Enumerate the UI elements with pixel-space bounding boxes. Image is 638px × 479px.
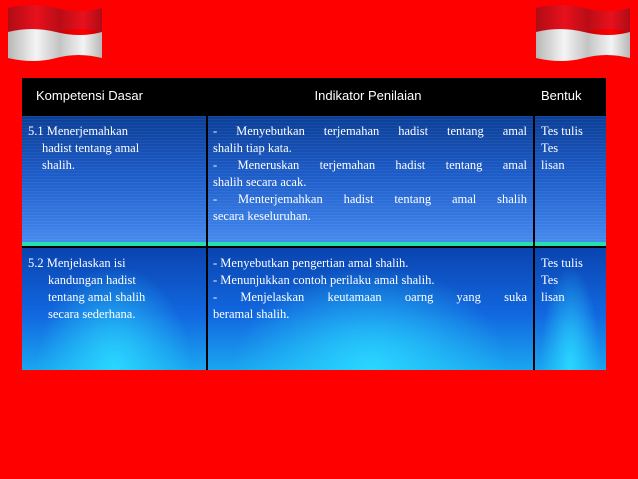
flag-icon (6, 2, 104, 64)
kompetensi-line: tentang amal shalih (48, 290, 146, 304)
bentuk-line: lisan (541, 158, 565, 172)
indonesian-flag-right (534, 2, 632, 64)
indikator-cell (208, 248, 533, 370)
table-row (22, 116, 606, 246)
bentuk-line: lisan (541, 290, 565, 304)
bentuk-line: Tes tulis (541, 256, 583, 270)
indikator-line: - Menjelaskan keutamaan oarng yang suka (213, 290, 527, 304)
indonesian-flag-left (6, 2, 104, 64)
kompetensi-cell (22, 116, 206, 246)
header-kompetensi-dasar: Kompetensi Dasar (36, 88, 143, 103)
indikator-cell (208, 116, 533, 246)
kompetensi-line: hadist tentang amal (42, 141, 140, 155)
kompetensi-cell (22, 248, 206, 370)
assessment-table (22, 78, 606, 370)
indikator-line: shalih tiap kata. (213, 141, 292, 155)
indikator-line: - Meneruskan terjemahan hadist tentang amal (213, 158, 527, 172)
indikator-line: - Menunjukkan contoh perilaku amal shalih. (213, 273, 435, 287)
kompetensi-line: shalih. (42, 158, 75, 172)
bentuk-line: Tes tulis (541, 124, 583, 138)
kompetensi-line: 5.1 Menerjemahkan (28, 124, 128, 138)
kompetensi-line: kandungan hadist (48, 273, 136, 287)
indikator-line: - Menyebutkan terjemahan hadist tentang amal (213, 124, 527, 138)
indikator-line: secara keseluruhan. (213, 209, 311, 223)
bentuk-cell (535, 248, 606, 370)
header-indikator-penilaian: Indikator Penilaian (314, 88, 422, 103)
kompetensi-line: 5.2 Menjelaskan isi (28, 256, 126, 270)
flag-icon (534, 2, 632, 64)
indikator-line: - Menterjemahkan hadist tentang amal shalih (213, 192, 527, 206)
header-bentuk: Bentuk (541, 88, 582, 103)
bentuk-line: Tes (541, 141, 559, 155)
indikator-line: shalih secara acak. (213, 175, 307, 189)
bentuk-cell (535, 116, 606, 246)
indikator-line: beramal shalih. (213, 307, 290, 321)
table-header (22, 78, 606, 116)
indikator-line: - Menyebutkan pengertian amal shalih. (213, 256, 409, 270)
bentuk-line: Tes (541, 273, 559, 287)
kompetensi-line: secara sederhana. (48, 307, 136, 321)
table-row (22, 248, 606, 370)
